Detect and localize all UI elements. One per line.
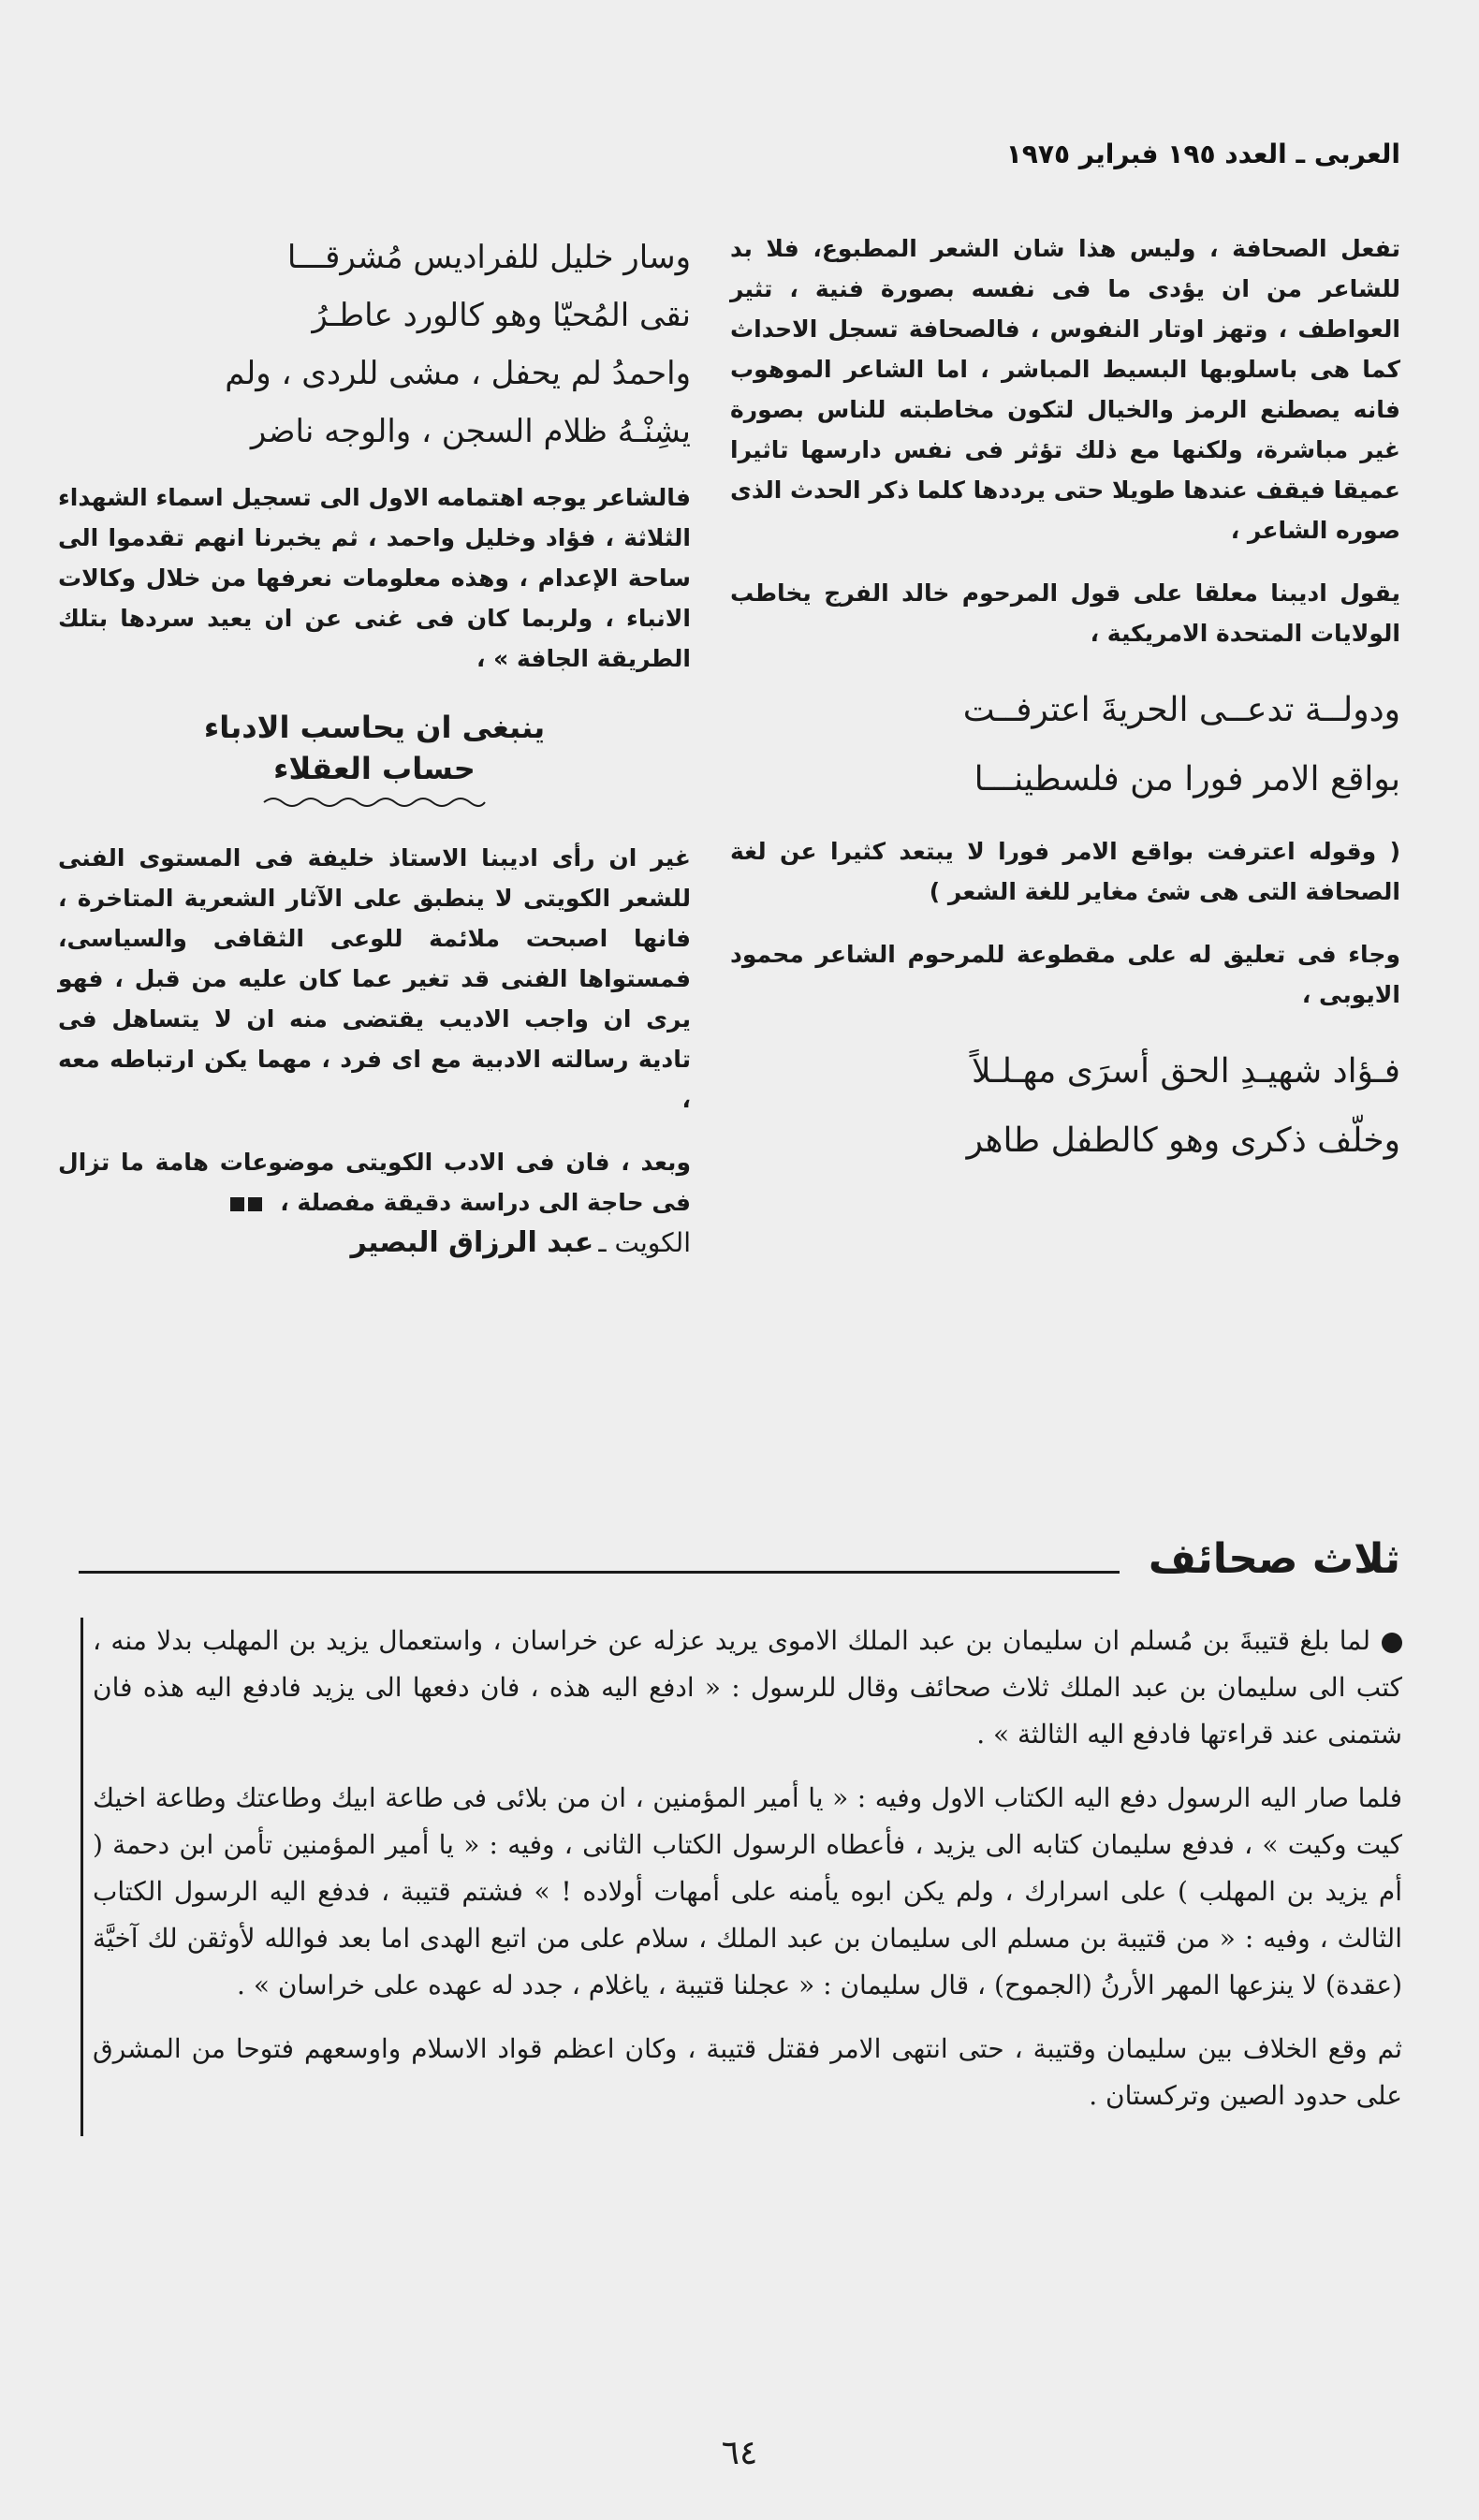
author-signature: [350, 1226, 691, 1259]
verse-line: فـؤاد شهيـدِ الحق أسرَى مهـلـلاً: [971, 1052, 1400, 1091]
decorative-wave-divider: [262, 795, 487, 810]
verse-line: نقى المُحيّا وهو كالورد عاطـرُ: [312, 297, 691, 334]
section-title: ثلاث صحائف: [1148, 1535, 1400, 1583]
running-header: العربى ـ العدد ١٩٥ فبراير ١٩٧٥: [1005, 139, 1400, 169]
story-paragraph-2: فلما صار اليه الرسول دفع اليه الكتاب الاول وفيه : « يا أمير المؤمنين ، ان من بلائى فى طاعة ابيك وطاعتك وطاعة اخيك كيت وكيت » ، فدفع سليمان كتابه الى يزيد ، فأعطاه الرسول الكتاب الثانى ، وفيه : « يا أمير المؤمنين تأمن ابن دحمة ( أم يزيد بن المهلب ) على اسرارك ، ولم يكن ابوه يأمنه على أمهات أولاده ! » فشتم قتيبة ، فدفع اليه الرسول الكتاب الثالث ، وفيه : « من قتيبة بن مسلم الى سليمان بن عبد الملك ، سلام على من اتبع الهدى اما بعد فوالله لأوثقن لك آخيَّة (عقدة) لا ينزعها المهر الأرنُ (الجموح) ، قال سليمان : « عجلنا قتيبة ، ياغلام ، جدد له عهده على خراسان » .: [93, 1782, 1402, 2000]
verse-block-1: [730, 676, 1400, 814]
comment-paragraph: ( وقوله اعترفت بواقع الامر فورا لا يبتعد كثيرا عن لغة الصحافة التى هى شئ مغاير للغة الشعر ): [730, 838, 1400, 905]
story-box: [81, 1618, 1402, 2136]
author-name: عبد الرزاق البصير: [350, 1226, 594, 1259]
verse-line: يشِنْـهُ ظلام السجن ، والوجه ناضر: [250, 413, 691, 450]
second-intro: وجاء فى تعليق له على مقطوعة للمرحوم الشاعر محمود الايوبى ،: [730, 941, 1400, 1008]
critique-paragraph: غير ان رأى اديبنا الاستاذ خليفة فى المستوى الفنى للشعر الكويتى لا ينطبق على الآثار الشعرية المتاخرة ، فانها اصبحت ملائمة للوعى الثقافى والسياسى، فمستواها الفنى قد تغير عما كان عليه من قبل ، فهو يرى ان واجب الاديب يقتضى منه ان لا يتساهل فى تادية رسالته الادبية مع اى فرد ، مهما يكن ارتباطه معه ،: [58, 844, 691, 1113]
section-rule: [79, 1571, 1120, 1574]
closing-paragraph: [58, 1142, 691, 1223]
story-paragraph-1: [93, 1618, 1402, 1758]
story-paragraph-3: ثم وقع الخلاف بين سليمان وقتيبة ، حتى انتهى الامر فقتل قتيبة ، وكان اعظم قواد الاسلام واوسعهم فتوحا من المشرق على حدود الصين وتركستان .: [93, 2033, 1402, 2111]
intro-paragraph: تفعل الصحافة ، وليس هذا شان الشعر المطبوع، فلا بد للشاعر من ان يؤدى ما فى نفسه بصورة فنية ، تثير العواطف ، وتهز اوتار النفوس ، فالصحافة تسجل الاحداث كما هى باسلوبها البسيط المباشر ، اما الشاعر الموهوب فانه يصطنع الرمز والخيال لتكون مخاطبته للناس بصورة غير مباشرة، ولكنها مع ذلك تؤثر فى نفس دارسها تاثيرا عميقا فيقف عندها طويلا حتى يرددها كلما ذكر الحدث الذى صوره الشاعر ،: [730, 235, 1400, 544]
verse-block-3: [58, 228, 691, 461]
verse-line: ودولــة تدعــى الحريةَ اعترفــت: [962, 691, 1400, 729]
verse-line: واحمدُ لم يحفل ، مشى للردى ، ولم: [225, 355, 691, 392]
verse-line: بواقع الامر فورا من فلسطينـــا: [974, 760, 1400, 798]
bullet-icon: [1382, 1633, 1402, 1653]
subheading: [58, 707, 691, 789]
subheading-line-1: ينبغى ان يحاسب الادباء: [203, 710, 546, 745]
closing-text: وبعد ، فان فى الادب الكويتى موضوعات هامة ما تزال فى حاجة الى دراسة دقيقة مفصلة ،: [58, 1149, 691, 1216]
page-number: ٦٤: [721, 2434, 758, 2472]
story-text-1: لما بلغ قتيبةَ بن مُسلم ان سليمان بن عبد الملك الاموى يريد عزله عن خراسان ، واستعمال يزيد بن المهلب بدلا منه ، كتب الى سليمان بن عبد الملك ثلاث صحائف وقال للرسول : « ادفع اليه هذه ، فان دفعها الى يزيد فادفع اليه هذه فان شتمنى عند قراءتها فادفع اليه الثالثة » .: [93, 1625, 1402, 1750]
verse-line: وسار خليل للفراديس مُشرقـــا: [286, 239, 691, 276]
verse-line: وخلّف ذكرى وهو كالطفل طاهر: [966, 1121, 1400, 1160]
section-header: [79, 1533, 1400, 1590]
author-location: الكويت ـ: [598, 1227, 691, 1258]
quote-intro: يقول اديبنا معلقا على قول المرحوم خالد الفرج يخاطب الولايات المتحدة الامريكية ،: [730, 579, 1400, 647]
analysis-paragraph: فالشاعر يوجه اهتمامه الاول الى تسجيل اسماء الشهداء الثلاثة ، فؤاد وخليل واحمد ، ثم يخبرنا انهم تقدموا الى ساحة الإعدام ، وهذه معلومات نعرفها من خلال وكالات الانباء ، ولربما كان فى غنى عن ان يعيد سردها بتلك الطريقة الجافة » ،: [58, 484, 691, 672]
subheading-line-2: حساب العقلاء: [273, 751, 476, 786]
verse-block-2: [730, 1037, 1400, 1176]
right-column: [730, 228, 1400, 1193]
signature: [58, 1226, 691, 1259]
end-mark-icon: [227, 1182, 262, 1223]
left-column: [58, 228, 691, 1259]
